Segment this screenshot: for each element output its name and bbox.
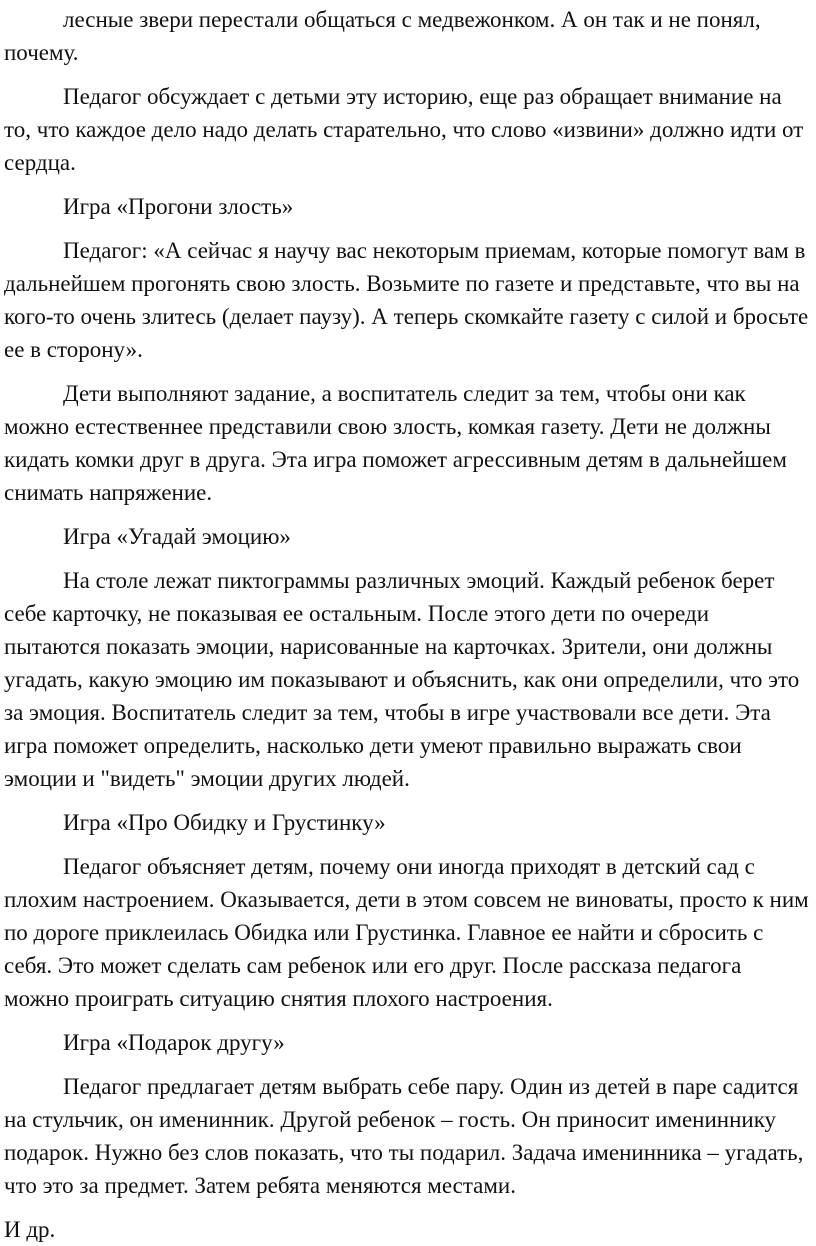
paragraph-guess-emotion-description: На столе лежат пиктограммы различных эмоций. Каждый ребенок берет себе карточку, не показывая ее остальным. После этого дети по очереди пытаются показать эмоции, нарисованные на карточках. Зрители, они должны угадать, какую эмоцию им показывают и объяснить, как они определили, что это за эмоция. Воспитатель следит за тем, чтобы в игре участвовали все дети. Эта игра поможет определить, насколько дети умеют правильно выражать свои эмоции и "видеть" эмоции других людей. [4, 568, 800, 791]
heading-game-gift-to-friend: Игра «Подарок другу» [63, 1030, 285, 1055]
paragraph-gift-to-friend-description: Педагог предлагает детям выбрать себе пару. Один из детей в паре садится на стульчик, он именинник. Другой ребенок – гость. Он приносит имениннику подарок. Нужно без слов показать, что ты подарил. Задача именинника – угадать, что это за предмет. Затем ребята меняются местами. [4, 1074, 804, 1198]
heading-game-obidka-grustinka: Игра «Про Обидку и Грустинку» [63, 810, 386, 835]
paragraph-chase-anger-execution: Дети выполняют задание, а воспитатель следит за тем, чтобы они как можно естественнее представили свою злость, комкая газету. Дети не должны кидать комки друг в друга. Эта игра поможет агрессивным детям в дальнейшем снимать напряжение. [4, 381, 787, 505]
paragraph-bear-story-ending: лесные звери перестали общаться с медвежонком. А он так и не понял, почему. [4, 7, 761, 65]
heading-game-chase-anger: Игра «Прогони злость» [63, 194, 294, 219]
paragraph-teacher-discussion: Педагог обсуждает с детьми эту историю, еще раз обращает внимание на то, что каждое дело надо делать старательно, что слово «извини» должно идти от сердца. [4, 84, 804, 175]
heading-game-guess-emotion: Игра «Угадай эмоцию» [63, 524, 291, 549]
paragraph-obidka-grustinka-description: Педагог объясняет детям, почему они иногда приходят в детский сад с плохим настроением. Оказывается, дети в этом совсем не виноваты, просто к ним по дороге приклеилась Обидка или Грустинка. Главное ее найти и сбросить с себя. Это может сделать сам ребенок или его друг. После рассказа педагога можно проиграть ситуацию снятия плохого настроения. [4, 854, 809, 1011]
paragraph-chase-anger-instructions: Педагог: «А сейчас я научу вас некоторым приемам, которые помогут вам в дальнейшем прогонять свою злость. Возьмите по газете и представьте, что вы на кого-то очень злитесь (делает паузу). А теперь скомкайте газету с силой и бросьте ее в сторону». [4, 238, 809, 362]
closing-etc: И др. [4, 1217, 56, 1242]
